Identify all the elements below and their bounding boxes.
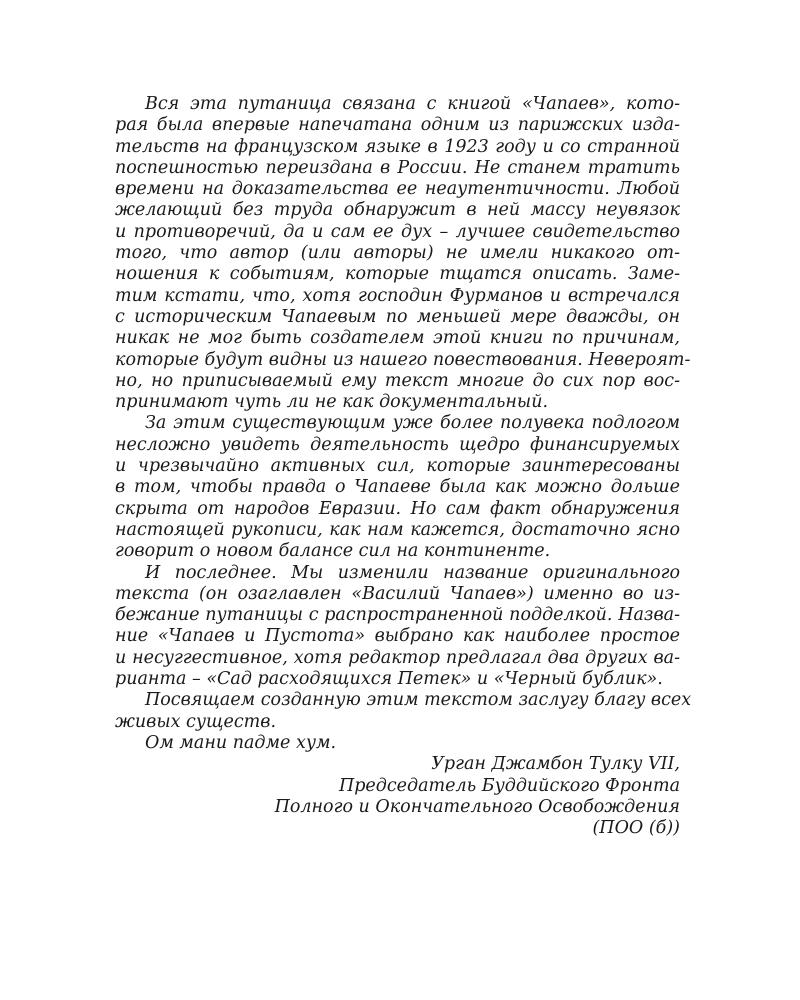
text-line: настоящей рукописи, как нам кажется, достаточно ясно <box>115 519 680 540</box>
paragraph-forgery <box>115 413 680 562</box>
text-line: текста (он озаглавлен «Василий Чапаев») именно во из- <box>115 583 680 604</box>
signature-abbreviation: (ПОО (б)) <box>592 818 680 839</box>
text-line: И последнее. Мы изменили название оригинального <box>145 562 680 583</box>
signature-title: Председатель Буддийского Фронта <box>338 775 680 796</box>
text-line: скрыта от народов Евразии. Но сам факт обнаружения <box>115 498 680 519</box>
text-line: рианта – «Сад расходящихся Петек» и «Черный бублик». <box>115 669 663 690</box>
paragraph-dedication <box>115 690 692 733</box>
text-line: рая была впервые напечатана одним из парижских изда- <box>115 115 680 136</box>
text-line: с историческим Чапаевым по меньшей мере дважды, он <box>115 306 680 327</box>
text-line: которые будут видны из нашего повествования. Невероят- <box>115 349 691 370</box>
text-line: Посвящаем созданную этим текстом заслугу благу всех <box>145 690 692 711</box>
paragraph-title-note <box>115 563 680 691</box>
text-line: тельств на французском языке в 1923 году и со странной <box>115 136 680 157</box>
document-page <box>115 94 692 839</box>
text-line: но, но приписываемый ему текст многие до сих пор вос- <box>115 370 680 391</box>
text-line: времени на доказательства ее неаутентичности. Любой <box>115 179 680 200</box>
text-line: и чрезвычайно активных сил, которые заинтересованы <box>115 456 680 477</box>
text-line: поспешностью переиздана в России. Не станем тратить <box>115 157 680 178</box>
text-line: и противоречий, да и сам ее дух – лучшее свидетельство <box>115 221 680 242</box>
text-line: ношения к событиям, которые тщатся описать. Заме- <box>115 264 680 285</box>
text-line: никак не мог быть создателем этой книги по причинам, <box>115 328 680 349</box>
text-line: и несуггестивное, хотя редактор предлагал два других ва- <box>115 647 680 668</box>
text-line: в том, чтобы правда о Чапаеве была как можно дольше <box>115 477 680 498</box>
signature-block <box>115 754 680 839</box>
text-line: Вся эта путаница связана с книгой «Чапаев», кото- <box>145 94 680 114</box>
signature-organization: Полного и Окончательного Освобождения <box>274 796 680 817</box>
paragraph-intro <box>115 94 691 413</box>
text-line: бежание путаницы с распространенной подделкой. Назва- <box>115 605 680 626</box>
signature-name: Урган Джамбон Тулку VII, <box>431 754 680 775</box>
text-line: желающий без труда обнаружит в ней массу неувязок <box>115 200 680 221</box>
text-line: несложно увидеть деятельность щедро финансируемых <box>115 434 680 455</box>
text-line: говорит о новом балансе сил на континенте. <box>115 541 551 562</box>
text-line: тим кстати, что, хотя господин Фурманов и встречался <box>115 285 680 306</box>
text-line: Ом мани падме хум. <box>145 732 337 753</box>
text-line: того, что автор (или авторы) не имели никакого от- <box>115 243 680 264</box>
text-line: живых существ. <box>115 711 277 732</box>
text-line: За этим существующим уже более полувека подлогом <box>145 413 680 434</box>
text-line: ние «Чапаев и Пустота» выбрано как наиболее простое <box>115 626 680 647</box>
paragraph-mantra <box>115 733 680 754</box>
text-line: принимают чуть ли не как документальный. <box>115 392 549 413</box>
